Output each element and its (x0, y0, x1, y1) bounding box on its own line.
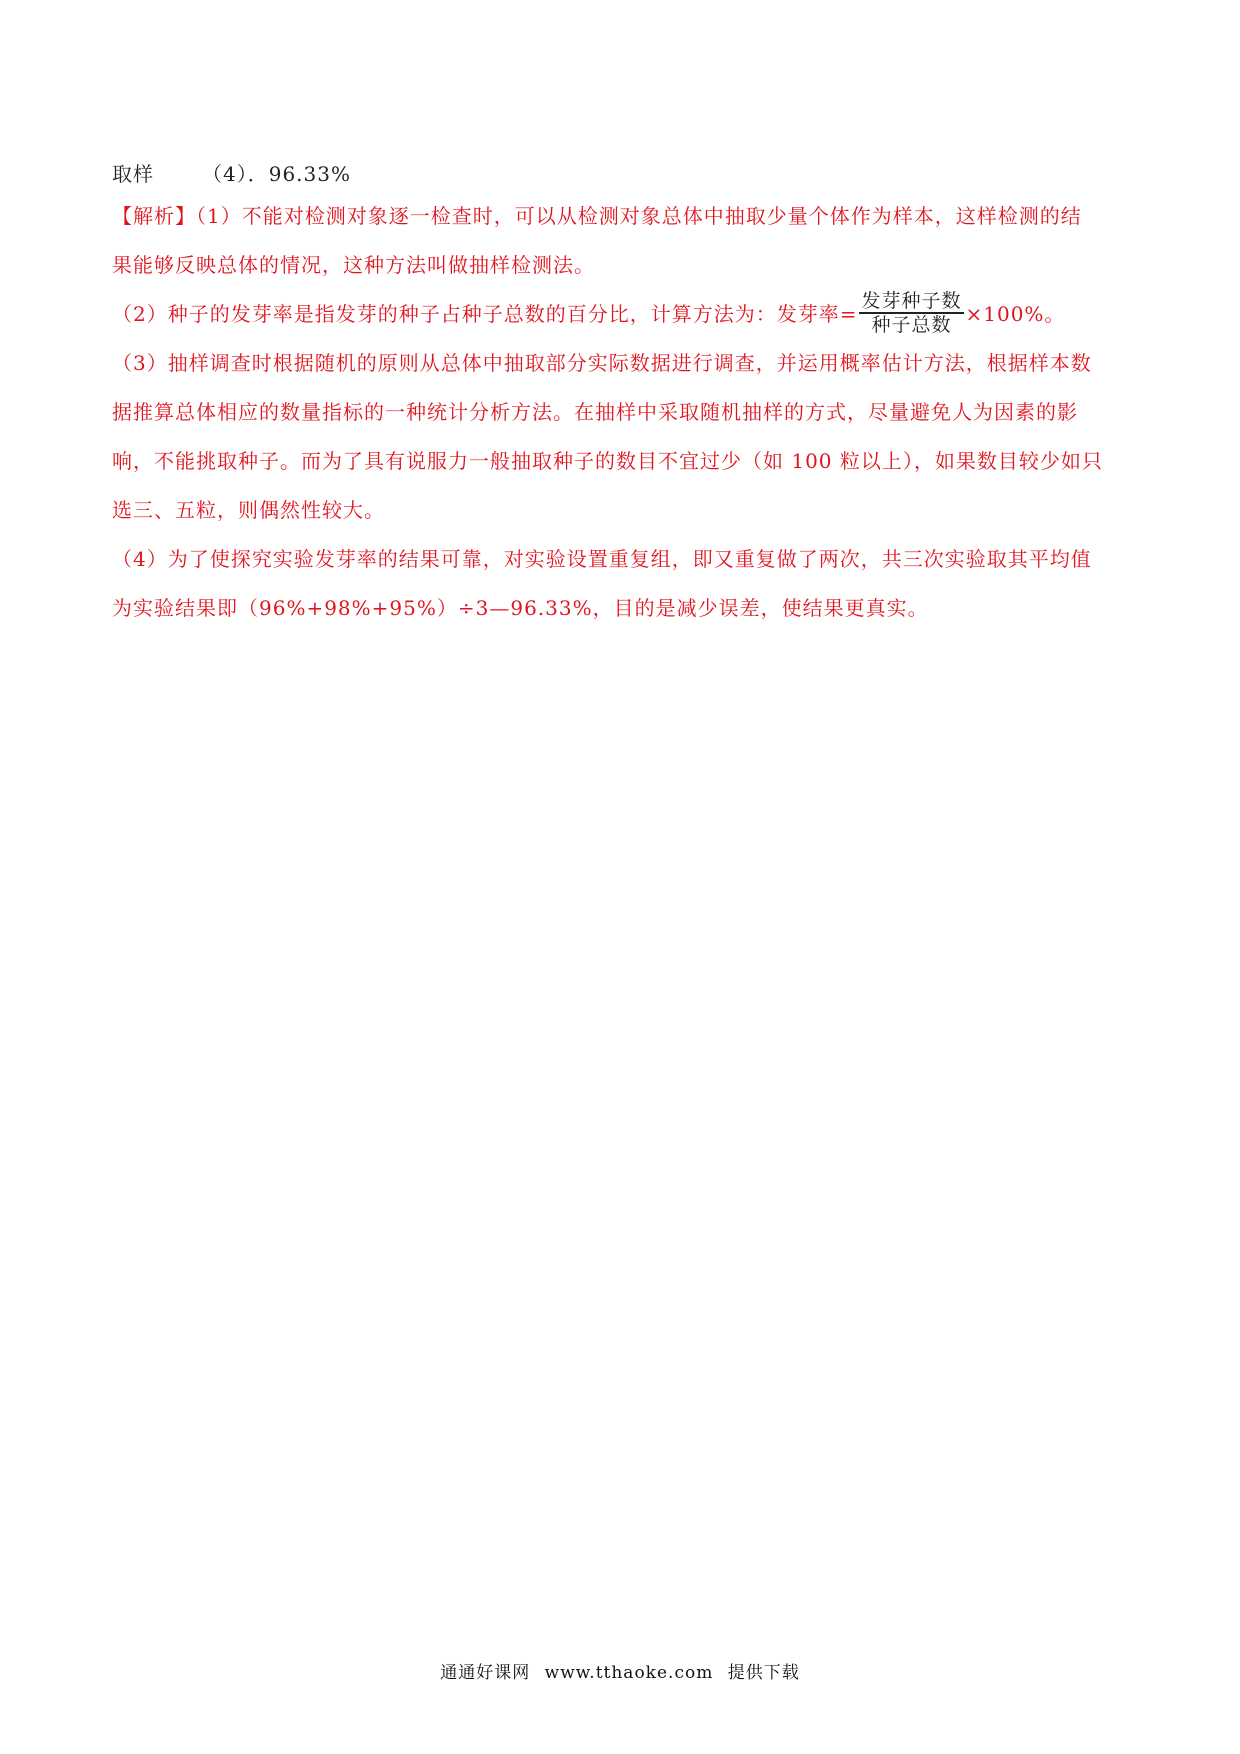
analysis-p2-text: （2）种子的发芽率是指发芽的种子占种子总数的百分比，计算方法为：发芽率= (112, 302, 858, 326)
analysis-p1-line1-text: （1）不能对检测对象逐一检查时，可以从检测对象总体中抽取少量个体作为样本，这样检测的结 (196, 204, 1082, 228)
analysis-label: 【解析】 (112, 204, 196, 228)
page-footer (0, 1658, 1240, 1683)
answer-part-a: 取样 (112, 162, 154, 186)
analysis-paragraph-3-line-3: 响，不能挑取种子。而为了具有说服力一般抽取种子的数目不宜过少（如 100 粒以上），如果数目较少如只 (112, 449, 1103, 473)
footer-url[interactable]: www.tthaoke.com (544, 1663, 714, 1683)
analysis-paragraph-2 (112, 290, 1132, 339)
document-content (112, 156, 1132, 633)
analysis-paragraph-4-line-1: （4）为了使探究实验发芽率的结果可靠，对实验设置重复组，即又重复做了两次，共三次实验取其平均值 (112, 547, 1092, 571)
analysis-paragraph-3-line-4: 选三、五粒，则偶然性较大。 (112, 498, 385, 522)
fraction-denominator: 种子总数 (871, 313, 952, 336)
footer-site-name: 通通好课网 (440, 1663, 531, 1683)
analysis-paragraph-3-line-1: （3）抽样调查时根据随机的原则从总体中抽取部分实际数据进行调查，并运用概率估计方法，根据样本数 (112, 351, 1092, 375)
germination-rate-fraction (859, 290, 963, 336)
answer-line (112, 156, 1132, 192)
analysis-paragraph-3-line-2: 据推算总体相应的数量指标的一种统计分析方法。在抽样中采取随机抽样的方式，尽量避免人为因素的影 (112, 400, 1078, 424)
analysis-p2-tail: ×100%。 (965, 302, 1066, 326)
analysis-paragraph-1-line-1 (112, 192, 1132, 241)
analysis-paragraph-1-line-2: 果能够反映总体的情况，这种方法叫做抽样检测法。 (112, 253, 595, 277)
footer-suffix: 提供下载 (727, 1663, 800, 1683)
fraction-numerator: 发芽种子数 (861, 289, 962, 312)
analysis-paragraph-4-line-2: 为实验结果即（96%+98%+95%）÷3—96.33%，目的是减少误差，使结果更真实。 (112, 596, 929, 620)
answer-part-b: （4）．96.33% (202, 162, 351, 186)
